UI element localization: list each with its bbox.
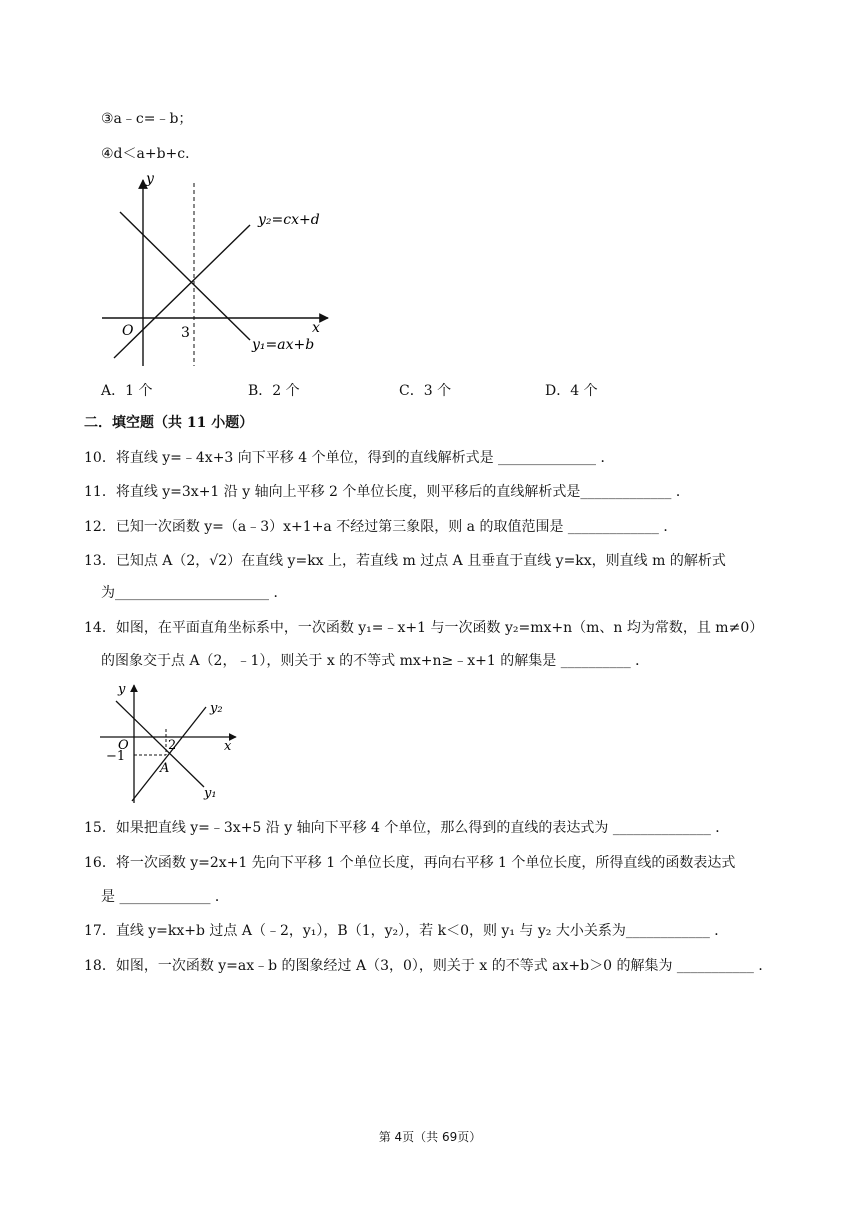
x-axis-label: x	[312, 320, 320, 336]
question-15: 15．如果把直线 y=﹣3x+5 沿 y 轴向下平移 4 个单位，那么得到的直线的表达式为 ______________ ．	[84, 820, 730, 836]
question-13-line-2: 为______________________ ．	[101, 585, 288, 601]
statement-4: ④d＜a+b+c．	[101, 146, 200, 162]
origin-label: O	[118, 738, 129, 753]
line-y1	[120, 212, 250, 340]
y-axis-label: y	[146, 171, 154, 187]
tick-3: 3	[181, 325, 190, 341]
tick-minus-1: −1	[106, 749, 126, 764]
question-16-line-2: 是 _____________ ．	[101, 889, 229, 905]
question-14-line-2: 的图象交于点 A（2，﹣1），则关于 x 的不等式 mx+n≥﹣x+1 的解集是 __________ ．	[101, 653, 650, 669]
line-y1-label: y₁	[204, 786, 217, 801]
point-a-label: A	[160, 761, 170, 776]
option-c: C．3 个	[399, 383, 452, 399]
question-10: 10．将直线 y=﹣4x+3 向下平移 4 个单位，得到的直线解析式是 ______________ ．	[84, 450, 615, 466]
question-17: 17．直线 y=kx+b 过点 A（﹣2，y₁），B（1，y₂），若 k＜0，则 y₁ 与 y₂ 大小关系为____________ ．	[84, 923, 729, 939]
line-y1-label: y₁=ax+b	[252, 337, 315, 353]
y-axis-label: y	[118, 682, 126, 697]
statement-3: ③a﹣c=﹣b；	[101, 111, 193, 127]
section-heading: 二．填空题（共 11 小题）	[84, 415, 254, 431]
question-13-line-1: 13．已知点 A（2，√2）在直线 y=kx 上，若直线 m 过点 A 且垂直于直线 y=kx，则直线 m 的解析式	[84, 553, 726, 569]
line-y2	[132, 707, 206, 801]
question-12: 12．已知一次函数 y=（a﹣3）x+1+a 不经过第三象限，则 a 的取值范围是 _____________ ．	[84, 519, 678, 535]
line-y2-label: y₂	[210, 701, 223, 716]
question-18: 18．如图，一次函数 y=ax﹣b 的图象经过 A（3，0），则关于 x 的不等式 ax+b＞0 的解集为 ___________ ．	[84, 958, 773, 974]
x-axis-label: x	[224, 739, 232, 754]
question-14-line-1: 14．如图，在平面直角坐标系中，一次函数 y₁=﹣x+1 与一次函数 y₂=mx+n（m、n 均为常数，且 m≠0）	[84, 620, 764, 636]
question-11: 11．将直线 y=3x+1 沿 y 轴向上平移 2 个单位长度，则平移后的直线解析式是_____________ ．	[84, 484, 690, 500]
graph-2	[96, 679, 246, 807]
line-y2-label: y₂=cx+d	[258, 212, 320, 228]
tick-2: 2	[168, 738, 177, 753]
option-a: A．1 个	[101, 383, 153, 399]
origin-label: O	[122, 323, 134, 339]
option-d: D．4 个	[545, 383, 598, 399]
graph-1	[100, 168, 340, 373]
option-b: B．2 个	[248, 383, 300, 399]
question-16-line-1: 16．将一次函数 y=2x+1 先向下平移 1 个单位长度，再向右平移 1 个单位长度，所得直线的函数表达式	[84, 855, 736, 871]
page-footer: 第 4页（共 69页）	[378, 1130, 482, 1144]
